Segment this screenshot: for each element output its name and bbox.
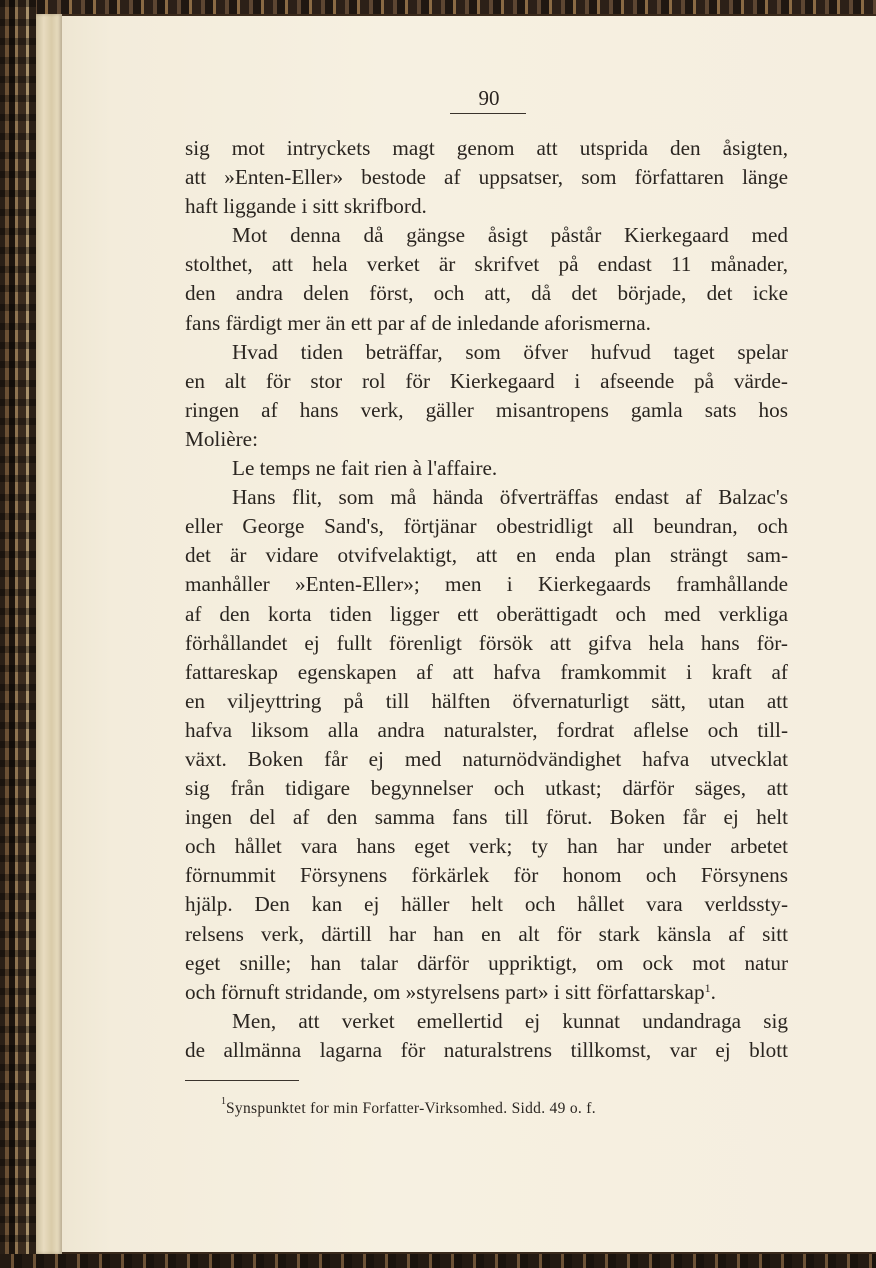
text-line: de allmänna lagarna för naturalstrens tillkomst, var ej blott: [185, 1037, 788, 1062]
page-gutter: [36, 14, 62, 1254]
text-line: hafva liksom alla andra naturalster, fordrat aflelse och till-: [185, 717, 788, 742]
footnote-mark: 1: [221, 1096, 227, 1107]
text-line: haft liggande i sitt skrifbord.: [185, 194, 427, 219]
text-line: att »Enten-Eller» bestode af uppsatser, som författaren länge: [185, 165, 788, 190]
page-number: 90: [478, 86, 500, 110]
text-line-end: .: [710, 979, 716, 1004]
text-line: sig från tidigare begynnelser och utkast; därför säges, att: [185, 776, 788, 801]
text-line: den andra delen först, och att, då det började, det icke: [185, 281, 788, 306]
text-line: och förnuft stridande, om »styrelsens part» i sitt författarskap: [185, 979, 705, 1004]
text-line: Hans flit, som må hända öfverträffas endast af Balzac's: [232, 485, 788, 510]
text-line: manhåller »Enten-Eller»; men i Kierkegaards framhållande: [185, 572, 788, 597]
text-line: sig mot intryckets magt genom att utsprida den åsigten,: [185, 136, 788, 160]
text-line: hjälp. Den kan ej häller helt och hållet vara verldssty-: [185, 892, 788, 917]
book-cover-bottom: [0, 1254, 876, 1268]
text-line: växt. Boken får ej med naturnödvändighet hafva utvecklat: [185, 746, 788, 771]
page-number-rule: [450, 113, 526, 114]
book-cover-top: [0, 0, 876, 14]
footnote: [221, 1096, 786, 1118]
text-line: af den korta tiden ligger ett oberättigadt och med verkliga: [185, 601, 788, 626]
text-line: en viljeyttring på till hälften öfvernaturligt sätt, utan att: [185, 688, 788, 713]
text-line: eget snille; han talar därför uppriktigt, om ock mot natur: [185, 950, 788, 975]
text-line: en alt för stor rol för Kierkegaard i afseende på värde-: [185, 368, 788, 393]
text-line: ringen af hans verk, gäller misantropens gamla sats hos: [185, 397, 788, 422]
text-line: förnummit Försynens förkärlek för honom och Försynens: [185, 863, 788, 888]
text-line: Molière:: [185, 426, 258, 451]
text-line: stolthet, att hela verket är skrifvet på endast 11 månader,: [185, 252, 788, 277]
footnote-reference: 1: [704, 980, 711, 995]
text-line: fattareskap egenskapen af att hafva framkommit i kraft af: [185, 659, 788, 684]
text-line: fans färdigt mer än ett par af de inledande aforismerna.: [185, 310, 651, 335]
quote-line: Le temps ne fait rien à l'affaire.: [232, 456, 498, 481]
text-line: Mot denna då gängse åsigt påstår Kierkegaard med: [232, 223, 788, 248]
text-line-with-footnote: [185, 978, 788, 1007]
text-line: det är vidare otvifvelaktigt, att en enda plan strängt sam-: [185, 543, 788, 568]
text-line: relsens verk, därtill har han en alt för stark känsla af sitt: [185, 921, 788, 946]
footnote-rule: [185, 1080, 299, 1081]
text-line: och hållet vara hans eget verk; ty han har under arbetet: [185, 834, 788, 859]
body-text: [185, 134, 788, 1065]
footnote-text: Synspunktet for min Forfatter-Virksomhed. Sidd. 49 o. f.: [226, 1100, 596, 1117]
text-line: eller George Sand's, förtjänar obestridligt all beundran, och: [185, 514, 788, 539]
text-line: ingen del af den samma fans till förut. Boken får ej helt: [185, 805, 788, 830]
text-line: förhållandet ej fullt förenligt försök att gifva hela hans för-: [185, 630, 788, 655]
text-line: Men, att verket emellertid ej kunnat undandraga sig: [232, 1008, 788, 1033]
text-line: Hvad tiden beträffar, som öfver hufvud taget spelar: [232, 339, 788, 364]
book-spine-marbled-edge: [0, 0, 36, 1268]
